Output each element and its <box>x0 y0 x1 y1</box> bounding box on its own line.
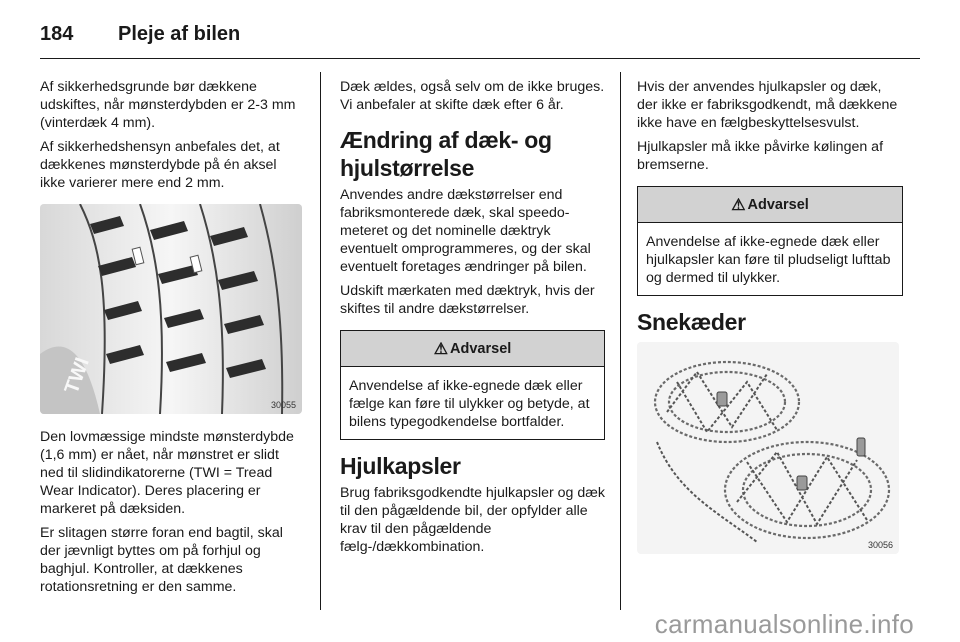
tire-tread-illustration <box>40 204 302 414</box>
section-heading-snow-chains: Snekæder <box>637 309 746 335</box>
warning-header <box>341 331 604 367</box>
warning-icon: ⚠ <box>433 340 449 358</box>
tire-tread-figure <box>40 204 302 414</box>
warning-title: Advarsel <box>747 196 809 213</box>
column-3 <box>637 78 903 554</box>
warning-text: Anvendelse af ikke-egnede dæk eller hjulkapsler kan føre til pludseligt lufttab og dermed til ulykker. <box>646 234 891 286</box>
paragraph-rotation: Er slitagen større foran end bagtil, skal der jævnligt byttes om på forhjul og baghjul. Kontroller, at dækkenes rotationsretning er den samme. <box>40 525 283 595</box>
section-heading-tire-size: Ændring af dæk- og hjulstørrelse <box>340 127 552 181</box>
paragraph-hubcaps: Brug fabriksgodkendte hjulkapsler og dæk til den pågældende bil, der opfylder alle krav til den pågældende fælg-/dækkombination. <box>340 485 605 555</box>
page-header <box>40 14 240 54</box>
column-2 <box>340 78 605 562</box>
figure-number: 30056 <box>867 540 893 550</box>
page-title: Pleje af bilen <box>118 22 241 45</box>
column-divider-1 <box>320 72 321 610</box>
snow-chains-illustration <box>637 342 899 554</box>
paragraph-tread-depth: Af sikkerhedsgrunde bør dækkene udskiftes, når mønsterdybden er 2-3 mm (vinterdæk 4 mm). <box>40 79 296 131</box>
figure-number: 30055 <box>270 400 296 410</box>
watermark: carmanualsonline.info <box>654 609 914 639</box>
page-number: 184 <box>40 22 74 45</box>
paragraph-legal-minimum: Den lovmæssige mindste mønsterdybde (1,6 mm) er nået, når mønstret er slidt ned til slidindikatorerne (TWI = Tread Wear Indicator). Deres placering er markeret på dæksiden. <box>40 429 294 517</box>
warning-header <box>638 187 902 223</box>
paragraph-other-sizes: Anvendes andre dækstørrelser end fabriksmonterede dæk, skal speedometeret og det nominelle dæktryk eventuelt omprogrammeres, og der skal eventuelt foretages ændringer på bilen. <box>340 187 591 275</box>
paragraph-label-replace: Udskift mærkaten med dæktryk, hvis der skiftes til andre dækstørrelser. <box>340 283 595 317</box>
twi-marking: TWI <box>60 354 94 397</box>
column-1 <box>40 78 304 602</box>
paragraph-axle-variance: Af sikkerhedshensyn anbefales det, at dækkenes mønsterdybde på én aksel ikke varierer mere end 2 mm. <box>40 139 280 191</box>
header-divider <box>40 58 920 59</box>
warning-box-rims <box>340 330 605 440</box>
warning-text: Anvendelse af ikke-egnede dæk eller fælge kan føre til ulykker og betyde, at bilens typegodkendelse bortfalder. <box>349 378 590 430</box>
snow-chains-figure <box>637 342 899 554</box>
section-heading-hubcaps: Hjulkapsler <box>340 453 461 479</box>
column-divider-2 <box>620 72 621 610</box>
warning-box-hubcaps <box>637 186 903 296</box>
paragraph-brake-cooling: Hjulkapsler må ikke påvirke kølingen af bremserne. <box>637 139 884 173</box>
paragraph-tire-aging: Dæk ældes, også selv om de ikke bruges. Vi anbefaler at skifte dæk efter 6 år. <box>340 79 605 113</box>
warning-title: Advarsel <box>450 340 512 357</box>
warning-icon: ⚠ <box>731 196 746 214</box>
paragraph-rim-protector: Hvis der anvendes hjulkapsler og dæk, der ikke er fabriksgodkendt, må dækkene ikke have en fælgbeskyttelsesvulst. <box>637 79 898 131</box>
